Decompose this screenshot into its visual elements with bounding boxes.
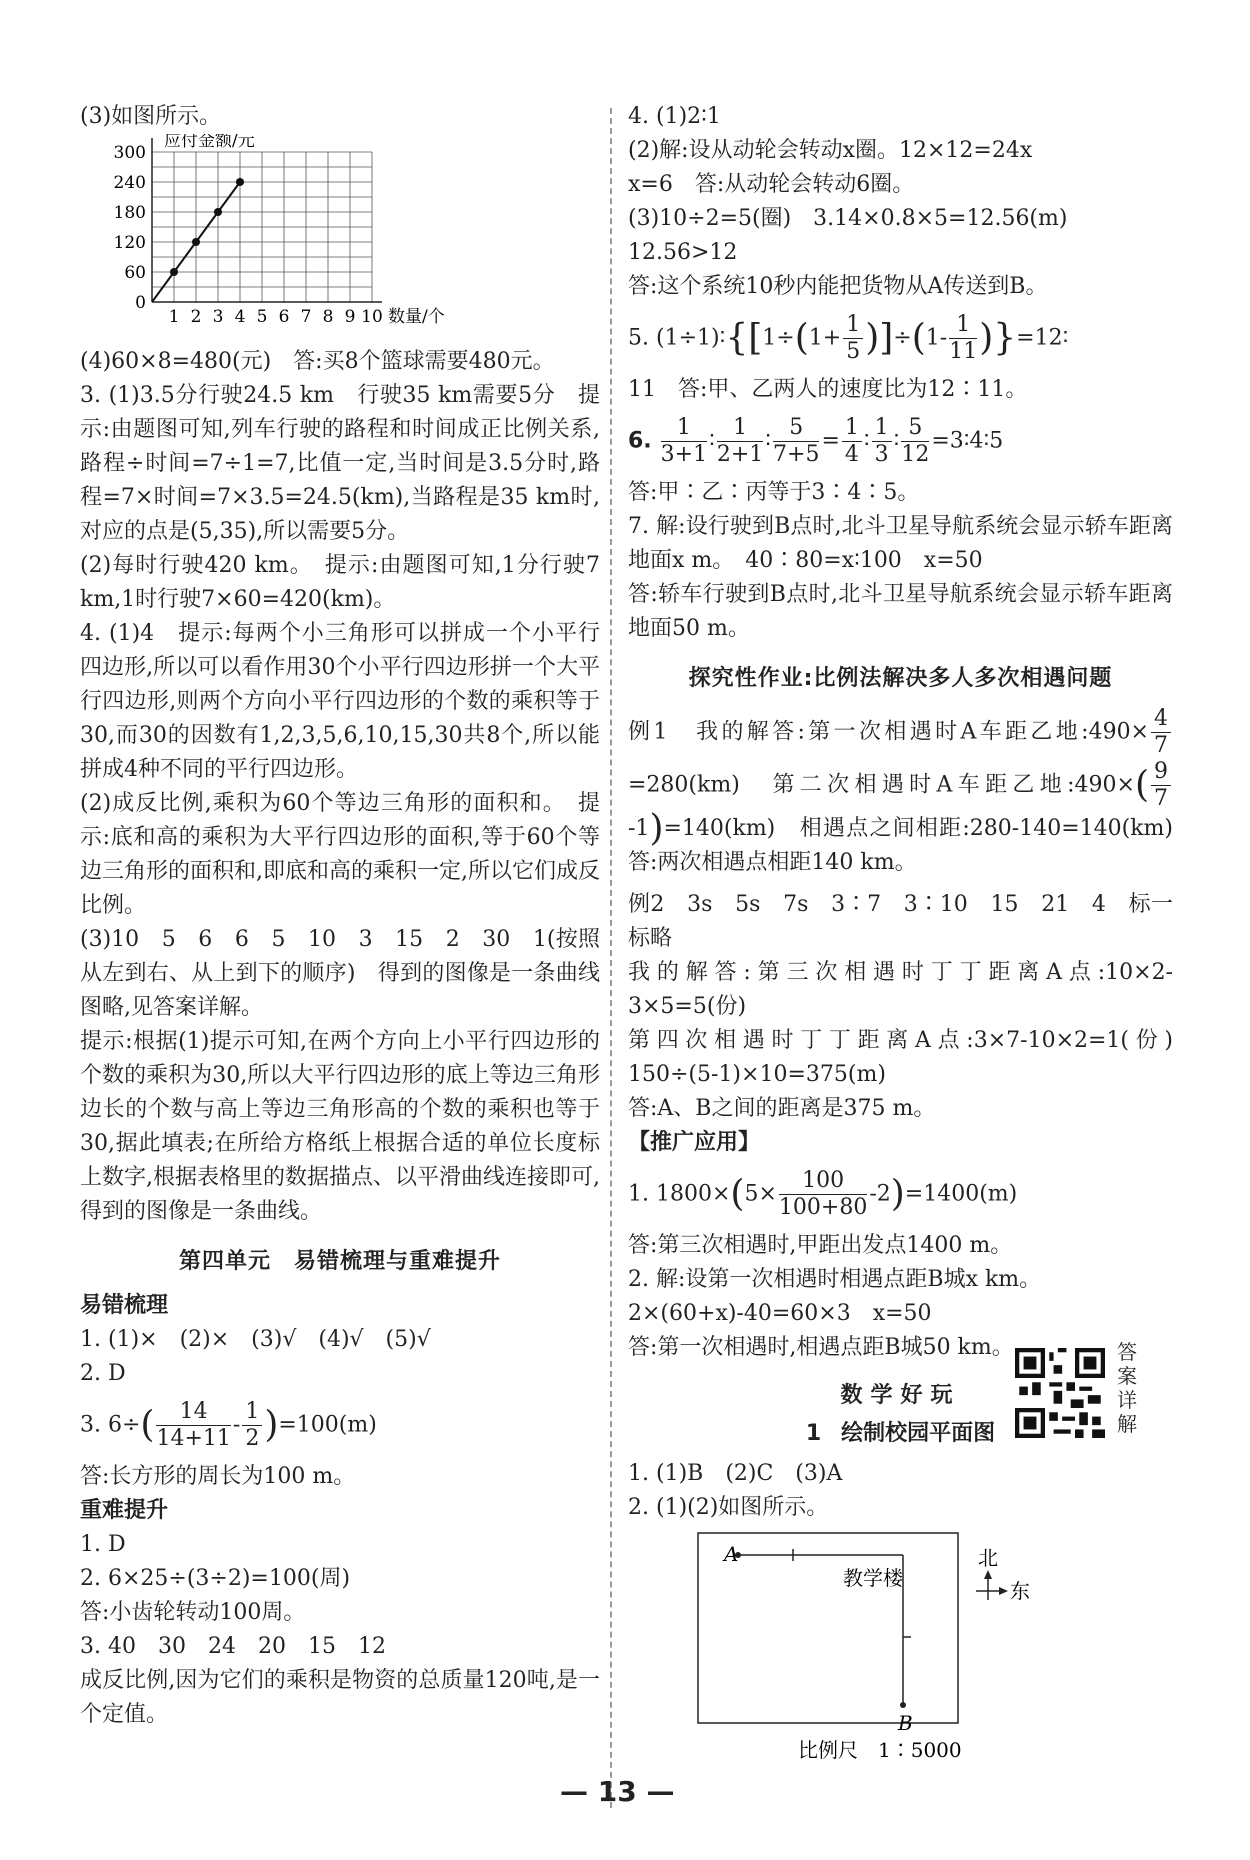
r-q4-1: 4. (1)2∶1 bbox=[628, 104, 721, 129]
y-tick-label: 240 bbox=[113, 173, 146, 193]
y-tick-label: 60 bbox=[124, 263, 146, 283]
hard-1: 1. D bbox=[80, 1532, 126, 1557]
err-2: 2. D bbox=[80, 1361, 126, 1386]
fun-subtitle: 1 绘制校园平面图 bbox=[805, 1421, 996, 1446]
x-tick-label: 10 bbox=[361, 307, 383, 327]
map-north-label: 北 bbox=[978, 1546, 998, 1570]
error-review-title: 易错梳理 bbox=[80, 1293, 169, 1318]
promo-2-answer: 答:第一次相遇时,相遇点距B城50 km。 bbox=[628, 1335, 1014, 1360]
x-tick-label: 4 bbox=[234, 307, 246, 327]
y-tick-label: 0 bbox=[135, 293, 146, 313]
y-tick-label: 300 bbox=[113, 143, 146, 163]
example-1: 例1 我的解答:第一次相遇时A车距乙地:490× $\frac{4}{7}$ =280(km) 第二次相遇时A车距乙地:490×( $\frac{9}{7}$ -1)=140(km) 相遇点之间相距:280-140=140(km) 答:两次相遇点相距140 km。 bbox=[628, 706, 1196, 875]
l3-3: (3)如图所示。 bbox=[80, 104, 222, 129]
hard-3-answer: 成反比例,因为它们的乘积是物资的总质量120吨,是一个定值。 bbox=[80, 1668, 600, 1727]
x-tick-label: 1 bbox=[168, 307, 180, 327]
x-tick-label: 3 bbox=[212, 307, 224, 327]
map-building-label: 教学楼 bbox=[843, 1566, 903, 1590]
err-3-answer: 答:长方形的周长为100 m。 bbox=[80, 1464, 356, 1489]
r-q7-answer: 答:轿车行驶到B点时,北斗卫星导航系统会显示轿车距离地面50 m。 bbox=[628, 582, 1173, 641]
y-axis-label: 应付金额/元 bbox=[164, 134, 255, 151]
promo-1-answer: 答:第三次相遇时,甲距出发点1400 m。 bbox=[628, 1233, 1013, 1258]
r-q6-answer: 答:甲∶乙∶丙等于3∶4∶5。 bbox=[628, 480, 920, 505]
campus-map bbox=[658, 1525, 1078, 1765]
err-1: 1. (1)× (2)× (3)√ (4)√ (5)√ bbox=[80, 1327, 431, 1352]
promo-2b: 2×(60+x)-40=60×3 x=50 bbox=[628, 1301, 932, 1326]
y-tick-label: 120 bbox=[113, 233, 146, 253]
r-q4-3: (3)10÷2=5(圈) 3.14×0.8×5=12.56(m) bbox=[628, 206, 1068, 231]
r-q4-3c: 答:这个系统10秒内能把货物从A传送到B。 bbox=[628, 274, 1048, 299]
r-q4-2: (2)解:设从动轮会转动x圈。12×12=24x bbox=[628, 138, 1033, 163]
q4-part2: (2)成反比例,乘积为60个等边三角形的面积和。 提示:底和高的乘积为大平行四边形的面积,等于60个等边三角形的面积和,即底和高的乘积一定,所以它们成反比例。 bbox=[80, 791, 600, 918]
fun-2: 2. (1)(2)如图所示。 bbox=[628, 1495, 829, 1520]
example-2-answer: 我的解答:第三次相遇时丁丁距离A点:10×2-3×5=5(份) bbox=[628, 960, 1173, 1019]
page-number: — 13 — bbox=[560, 1775, 675, 1808]
promo-1: 1. 1800×(5× $\frac{100}{100+80}$ -2)=1400(m) bbox=[628, 1168, 1018, 1220]
x-axis-label: 数量/个 bbox=[388, 307, 445, 327]
r-q5: 5. (1÷1)∶{[1÷(1+ $\frac{1}{5}$ )]÷(1- $\frac{1}{11}$ )}=12∶ bbox=[628, 312, 1069, 364]
x-tick-label: 6 bbox=[278, 307, 290, 327]
data-point bbox=[192, 238, 200, 246]
hard-3: 3. 40 30 24 20 15 12 bbox=[80, 1634, 386, 1659]
x-tick-label: 9 bbox=[344, 307, 356, 327]
hard-2: 2. 6×25÷(3÷2)=100(周) bbox=[80, 1566, 351, 1591]
explore-title: 探究性作业:比例法解决多人多次相遇问题 bbox=[688, 666, 1113, 691]
r-q4-3b: 12.56>12 bbox=[628, 240, 738, 265]
promo-2: 2. 解:设第一次相遇时相遇点距B城x km。 bbox=[628, 1267, 1042, 1292]
q4-part4: 提示:根据(1)提示可知,在两个方向上小平行四边形的个数的乘积为30,所以大平行四边形的底上等边三角形边长的个数与高上等边三角形高的个数的乘积也等于30,据此填表;在所给方格纸上根据合适的单位长度标上数字,根据表格里的数据描点、以平滑曲线连接即可,得到的图像是一条曲线。 bbox=[80, 1029, 600, 1224]
map-east-label: 东 bbox=[1010, 1579, 1030, 1603]
map-point-b: B bbox=[898, 1711, 913, 1735]
column-divider bbox=[610, 108, 612, 1808]
data-point bbox=[236, 178, 244, 186]
y-tick-label: 180 bbox=[113, 203, 146, 223]
example-2: 例2 3s 5s 7s 3∶7 3∶10 15 21 4 标一标略 bbox=[628, 892, 1173, 951]
unit4-title: 第四单元 易错梳理与重难提升 bbox=[178, 1249, 501, 1274]
fun-title: 数学好玩 bbox=[840, 1383, 961, 1408]
promo-title: 【推广应用】 bbox=[628, 1130, 761, 1155]
map-point-a: A bbox=[724, 1542, 739, 1566]
x-tick-label: 7 bbox=[300, 307, 312, 327]
fun-1: 1. (1)B (2)C (3)A bbox=[628, 1461, 843, 1486]
data-point bbox=[170, 268, 178, 276]
q3-part1: 3. (1)3.5分行驶24.5 km 行驶35 km需要5分 提示:由题图可知,列车行驶的路程和时间成正比例关系,路程÷时间=7÷1=7,比值一定,当时间是3.5分时,路程=7×时间=7×3.5=24.5(km),当路程是35 km时,对应的点是(5,35),所以需要5分。 bbox=[80, 383, 600, 544]
err-3: 3. 6÷( $\frac{14}{14+11}$ - $\frac{1}{2}$ )=100(m) bbox=[80, 1399, 377, 1451]
r-q5-answer: 11 答:甲、乙两人的速度比为12∶11。 bbox=[628, 377, 1028, 402]
example-2-answer2: 第四次相遇时丁丁距离A点:3×7-10×2=1(份) 150÷(5-1)×10=375(m) bbox=[628, 1028, 1196, 1087]
x-tick-label: 2 bbox=[190, 307, 202, 327]
x-tick-label: 8 bbox=[322, 307, 334, 327]
left-column bbox=[80, 100, 623, 1732]
map-scale: 比例尺 1∶5000 bbox=[798, 1738, 962, 1762]
hard-title: 重难提升 bbox=[80, 1498, 169, 1523]
q4-part1: 4. (1)4 提示:每两个小三角形可以拼成一个小平行四边形,所以可以看作用30个小平行四边形拼一个大平行四边形,则两个方向小平行四边形的个数的乘积等于30,而30的因数有1,2,3,5,6,10,15,30共8个,所以能拼成4种不同的平行四边形。 bbox=[80, 621, 600, 782]
r-q4-2b: x=6 答:从动轮会转动6圈。 bbox=[628, 172, 915, 197]
hard-2-answer: 答:小齿轮转动100周。 bbox=[80, 1600, 306, 1625]
q3-part2: (2)每时行驶420 km。 提示:由题图可知,1分行驶7 km,1时行驶7×60=420(km)。 bbox=[80, 553, 600, 612]
price-chart bbox=[80, 134, 480, 334]
qr-code-icon[interactable] bbox=[1015, 1348, 1105, 1438]
chart-tail: (4)60×8=480(元) 答:买8个篮球需要480元。 bbox=[80, 349, 555, 374]
qr-label: 答案详解 bbox=[1117, 1340, 1137, 1436]
right-column bbox=[628, 100, 1196, 1765]
r-q6: 6. $\frac{1}{3+1}$ ∶ $\frac{1}{2+1}$ ∶ $\frac{5}{7+5}$ = $\frac{1}{4}$ ∶ $\frac{1}{3}$ ∶ $\frac{5}{12}$ =3∶4∶5 bbox=[628, 415, 1004, 467]
q4-part3: (3)10 5 6 6 5 10 3 15 2 30 1(按照从左到右、从上到下的顺序) 得到的图像是一条曲线 图略,见答案详解。 bbox=[80, 927, 623, 1020]
r-q7: 7. 解:设行驶到B点时,北斗卫星导航系统会显示轿车距离地面x m。 40∶80=x∶100 x=50 bbox=[628, 514, 1173, 573]
example-2-answer3: 答:A、B之间的距离是375 m。 bbox=[628, 1096, 936, 1121]
x-tick-label: 5 bbox=[256, 307, 268, 327]
data-point bbox=[214, 208, 222, 216]
